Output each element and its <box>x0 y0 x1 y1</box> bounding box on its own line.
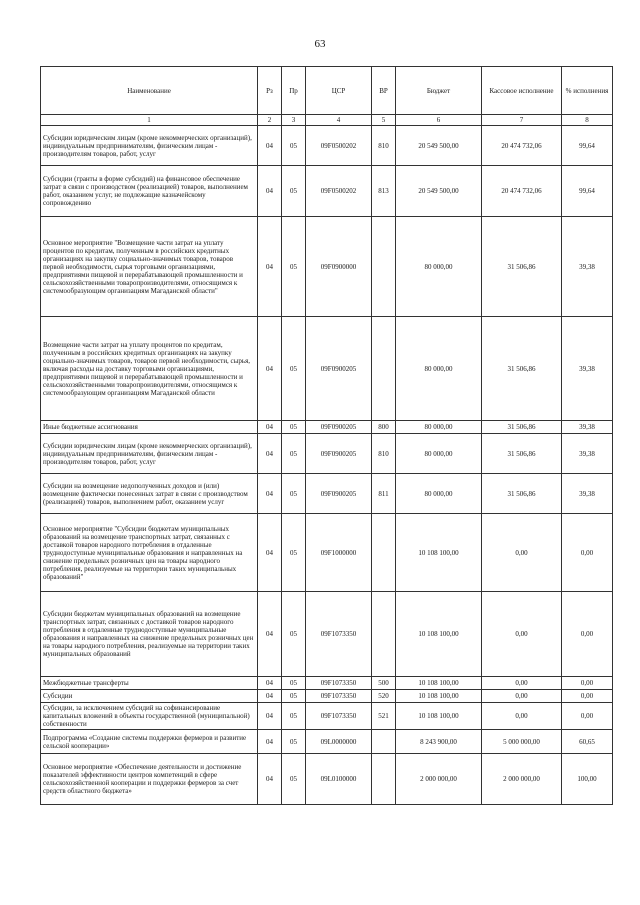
row-name: Иные бюджетные ассигнования <box>41 421 258 434</box>
column-number: 4 <box>306 115 372 126</box>
row-percent: 0,00 <box>562 677 613 690</box>
row-rz: 04 <box>258 730 282 754</box>
row-rz: 04 <box>258 166 282 217</box>
header-row <box>41 67 613 115</box>
row-percent: 60,65 <box>562 730 613 754</box>
row-csr: 09F0900205 <box>306 434 372 474</box>
row-budget: 20 549 500,00 <box>396 126 482 166</box>
column-number-row <box>41 115 613 126</box>
row-budget: 10 108 100,00 <box>396 592 482 677</box>
row-name: Субсидии <box>41 690 258 703</box>
row-rz: 04 <box>258 703 282 730</box>
row-pr: 05 <box>282 317 306 421</box>
row-rz: 04 <box>258 677 282 690</box>
row-vr <box>372 730 396 754</box>
row-budget: 2 000 000,00 <box>396 754 482 805</box>
row-name: Основное мероприятие "Субсидии бюджетам муниципальных образований на возмещение транспортных затрат, связанных с доставкой товаров народного потребления в отдаленные труднодоступные муниципальные образования и направленных на снижение предельных розничных цен на товары народного потребления, реализуемые на территории таких муниципальных образований" <box>41 514 258 592</box>
row-percent: 0,00 <box>562 690 613 703</box>
table-row <box>41 514 613 592</box>
row-budget: 10 108 100,00 <box>396 703 482 730</box>
row-vr: 813 <box>372 166 396 217</box>
row-vr: 810 <box>372 126 396 166</box>
row-budget: 80 000,00 <box>396 217 482 317</box>
row-rz: 04 <box>258 126 282 166</box>
row-percent: 0,00 <box>562 514 613 592</box>
row-budget: 20 549 500,00 <box>396 166 482 217</box>
row-vr <box>372 514 396 592</box>
header-csr: ЦСР <box>306 67 372 115</box>
header-name: Наименование <box>41 67 258 115</box>
row-rz: 04 <box>258 690 282 703</box>
row-csr: 09F1000000 <box>306 514 372 592</box>
row-percent: 0,00 <box>562 703 613 730</box>
row-pr: 05 <box>282 514 306 592</box>
column-number: 8 <box>562 115 613 126</box>
row-percent: 100,00 <box>562 754 613 805</box>
row-pr: 05 <box>282 592 306 677</box>
row-vr <box>372 217 396 317</box>
row-rz: 04 <box>258 421 282 434</box>
row-cash: 31 506,86 <box>482 217 562 317</box>
table-body <box>41 126 613 805</box>
row-vr: 521 <box>372 703 396 730</box>
row-name: Основное мероприятие «Обеспечение деятельности и достижение показателей эффективности центров компетенций в сфере сельскохозяйственной кооперации и поддержки фермеров за счет средств областного бюджета» <box>41 754 258 805</box>
column-number: 6 <box>396 115 482 126</box>
table-row <box>41 126 613 166</box>
table-row <box>41 592 613 677</box>
row-percent: 0,00 <box>562 592 613 677</box>
row-budget: 80 000,00 <box>396 421 482 434</box>
row-cash: 0,00 <box>482 514 562 592</box>
row-rz: 04 <box>258 754 282 805</box>
row-vr: 500 <box>372 677 396 690</box>
row-pr: 05 <box>282 754 306 805</box>
row-percent: 39,38 <box>562 434 613 474</box>
row-cash: 5 000 000,00 <box>482 730 562 754</box>
table-row <box>41 754 613 805</box>
row-csr: 09F0900205 <box>306 474 372 514</box>
column-number: 2 <box>258 115 282 126</box>
row-pr: 05 <box>282 690 306 703</box>
row-csr: 09F1073350 <box>306 690 372 703</box>
row-vr: 811 <box>372 474 396 514</box>
row-percent: 39,38 <box>562 217 613 317</box>
row-percent: 39,38 <box>562 474 613 514</box>
row-csr: 09F0500202 <box>306 126 372 166</box>
header-vr: ВР <box>372 67 396 115</box>
row-rz: 04 <box>258 474 282 514</box>
row-csr: 09F1073350 <box>306 703 372 730</box>
row-pr: 05 <box>282 730 306 754</box>
table-row <box>41 703 613 730</box>
row-vr <box>372 754 396 805</box>
row-vr <box>372 592 396 677</box>
row-rz: 04 <box>258 514 282 592</box>
row-name: Субсидии юридическим лицам (кроме некоммерческих организаций), индивидуальным предпринимателям, физическим лицам - производителям товаров, работ, услуг <box>41 126 258 166</box>
table-row <box>41 166 613 217</box>
row-cash: 31 506,86 <box>482 317 562 421</box>
row-budget: 80 000,00 <box>396 317 482 421</box>
row-percent: 39,38 <box>562 421 613 434</box>
row-csr: 09F0900205 <box>306 421 372 434</box>
row-pr: 05 <box>282 166 306 217</box>
row-cash: 0,00 <box>482 592 562 677</box>
row-csr: 09F0900205 <box>306 317 372 421</box>
row-percent: 99,64 <box>562 166 613 217</box>
table-row <box>41 690 613 703</box>
row-name: Субсидии юридическим лицам (кроме некоммерческих организаций), индивидуальным предпринимателям, физическим лицам - производителям товаров, работ, услуг <box>41 434 258 474</box>
row-cash: 20 474 732,06 <box>482 126 562 166</box>
row-percent: 99,64 <box>562 126 613 166</box>
row-csr: 09F0500202 <box>306 166 372 217</box>
row-pr: 05 <box>282 703 306 730</box>
row-vr: 520 <box>372 690 396 703</box>
row-name: Субсидии на возмещение недополученных доходов и (или) возмещение фактически понесенных затрат в связи с производством (реализацией) товаров, выполнением работ, оказанием услуг <box>41 474 258 514</box>
row-cash: 31 506,86 <box>482 421 562 434</box>
row-name: Субсидии (гранты в форме субсидий) на финансовое обеспечение затрат в связи с производством (реализацией) товаров, выполнением работ, оказанием услуг, не подлежащие казначейскому сопровождению <box>41 166 258 217</box>
table-row <box>41 317 613 421</box>
column-number: 5 <box>372 115 396 126</box>
row-cash: 0,00 <box>482 703 562 730</box>
row-cash: 0,00 <box>482 690 562 703</box>
row-budget: 80 000,00 <box>396 474 482 514</box>
row-csr: 09L0000000 <box>306 730 372 754</box>
table-row <box>41 677 613 690</box>
row-name: Подпрограмма «Создание системы поддержки фермеров и развитие сельской кооперации» <box>41 730 258 754</box>
row-csr: 09L0100000 <box>306 754 372 805</box>
table-row <box>41 421 613 434</box>
row-name: Субсидии, за исключением субсидий на софинансирование капитальных вложений в объекты государственной (муниципальной) собственности <box>41 703 258 730</box>
table-row <box>41 434 613 474</box>
row-budget: 10 108 100,00 <box>396 677 482 690</box>
row-pr: 05 <box>282 434 306 474</box>
row-cash: 31 506,86 <box>482 474 562 514</box>
row-budget: 80 000,00 <box>396 434 482 474</box>
row-budget: 10 108 100,00 <box>396 514 482 592</box>
row-vr <box>372 317 396 421</box>
row-csr: 09F1073350 <box>306 677 372 690</box>
row-cash: 20 474 732,06 <box>482 166 562 217</box>
row-rz: 04 <box>258 434 282 474</box>
row-pr: 05 <box>282 126 306 166</box>
row-budget: 10 108 100,00 <box>396 690 482 703</box>
row-pr: 05 <box>282 217 306 317</box>
row-cash: 0,00 <box>482 677 562 690</box>
header-cash: Кассовое исполнение <box>482 67 562 115</box>
column-number: 7 <box>482 115 562 126</box>
row-vr: 800 <box>372 421 396 434</box>
row-cash: 2 000 000,00 <box>482 754 562 805</box>
table-row <box>41 217 613 317</box>
column-number: 1 <box>41 115 258 126</box>
table-row <box>41 474 613 514</box>
page-number: 63 <box>314 38 326 50</box>
row-name: Межбюджетные трансферты <box>41 677 258 690</box>
row-budget: 8 243 900,00 <box>396 730 482 754</box>
header-rz: Рз <box>258 67 282 115</box>
row-rz: 04 <box>258 592 282 677</box>
row-percent: 39,38 <box>562 317 613 421</box>
row-rz: 04 <box>258 317 282 421</box>
row-name: Основное мероприятие "Возмещение части затрат на уплату процентов по кредитам, полученным в российских кредитных организациях на закупку социально-значимых товаров, товаров первой необходимости, сырья торговыми организациями, предприятиями пищевой и перерабатывающей промышленности и сельскохозяйственными товаропроизводителями, относящимся к системообразующим организациям Магаданской области" <box>41 217 258 317</box>
row-pr: 05 <box>282 421 306 434</box>
row-cash: 31 506,86 <box>482 434 562 474</box>
header-pr: Пр <box>282 67 306 115</box>
row-name: Возмещение части затрат на уплату процентов по кредитам, полученным в российских кредитных организациях на закупку социально-значимых товаров, товаров первой необходимости, сырья, включая расходы на доставку торговыми организациями, предприятиями пищевой и перерабатывающей промышленности и сельскохозяйственными товаропроизводителями, относящимся к системообразующим организациям Магаданской области <box>41 317 258 421</box>
table-row <box>41 730 613 754</box>
row-csr: 09F1073350 <box>306 592 372 677</box>
header-percent: % исполнения <box>562 67 613 115</box>
header-budget: Бюджет <box>396 67 482 115</box>
row-csr: 09F0900000 <box>306 217 372 317</box>
row-vr: 810 <box>372 434 396 474</box>
row-pr: 05 <box>282 474 306 514</box>
column-number: 3 <box>282 115 306 126</box>
budget-table <box>40 66 613 805</box>
row-pr: 05 <box>282 677 306 690</box>
row-rz: 04 <box>258 217 282 317</box>
row-name: Субсидии бюджетам муниципальных образований на возмещение транспортных затрат, связанных с доставкой товаров народного потребления в отдаленные труднодоступные муниципальные образования и направленных на снижение предельных розничных цен на товары народного потребления, реализуемые на территории таких муниципальных образований <box>41 592 258 677</box>
